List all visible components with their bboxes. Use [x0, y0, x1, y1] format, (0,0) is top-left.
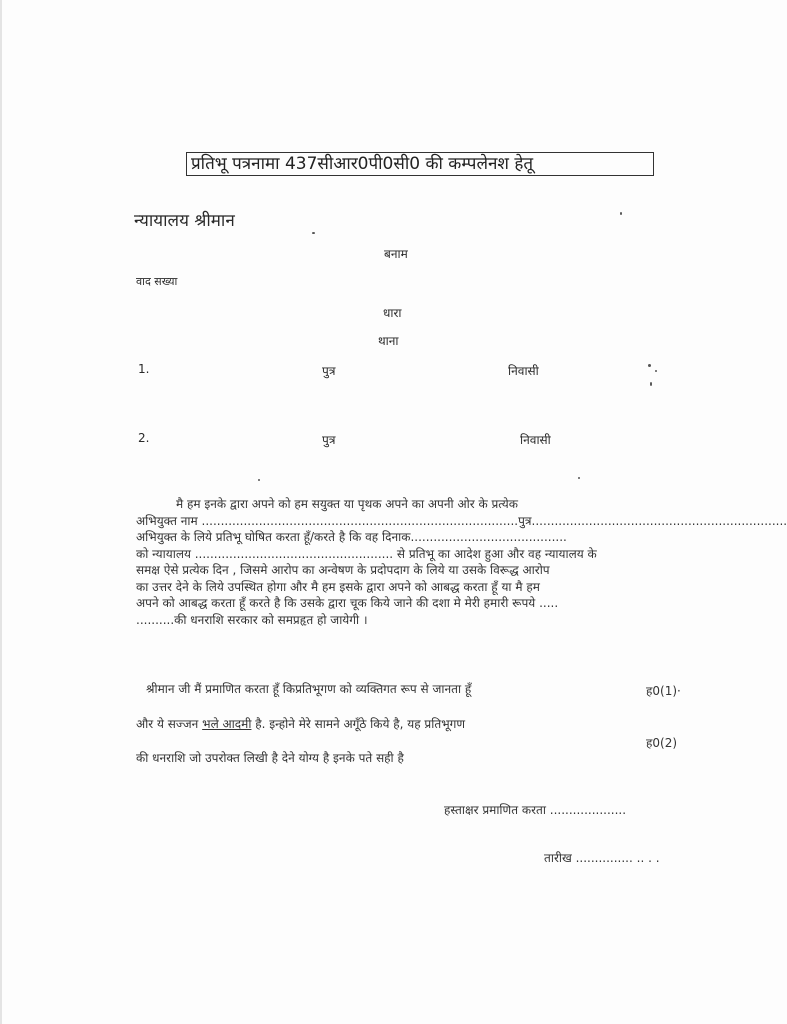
person-1-number: 1. — [138, 362, 150, 376]
certificate-line-2-end: है. इन्होने मेरे सामने अगूँठे किये है, यह प्रतिभूगण — [251, 717, 466, 731]
scan-speck — [650, 382, 652, 386]
police-station-label: थाना — [378, 334, 399, 348]
paragraph-line: का उत्तर देने के लिये उपस्थित होगा और मै हम इसके द्वारा अपने को आबद्ध करता हूँ या मै हम — [136, 579, 540, 594]
scan-speck — [620, 212, 622, 215]
person-1-son-of: पुत्र — [322, 364, 336, 378]
paragraph-line: अपने को आबद्ध करता हूँ करते है कि उसके द्वारा चूक किये जाने की दशा मे मेरी हमारी रूपये ..... — [136, 596, 559, 610]
certificate-line-3: की धनराशि जो उपरोक्त लिखी है देने योग्य है इनके पते सही है — [136, 751, 404, 765]
scan-speck — [312, 232, 315, 234]
document-title: प्रतिभू पत्रनामा 437सीआर0पी0सी0 की कम्पलेनश हेतू — [186, 152, 654, 176]
scan-speck — [648, 364, 651, 367]
paragraph-line: को न्यायालय .................................................... से प्रतिभू का आदेश हुआ और वह न्यायालय के — [136, 546, 597, 561]
date-line: तारीख ............... .. . . — [544, 851, 660, 865]
paragraph-line: अभियुक्त के लिये प्रतिभू घोषित करता हूँ/करते है कि वह दिनाक......................................... — [136, 530, 567, 544]
versus-label: बनाम — [384, 247, 408, 261]
scan-edge — [0, 0, 2, 1024]
scan-speck — [655, 370, 657, 372]
person-2-number: 2. — [138, 431, 150, 445]
paragraph-line: ..........की धनराशि सरकार को समप्रहृत हो जायेगी । — [136, 612, 368, 627]
person-2-son-of: पुत्र — [322, 433, 336, 447]
gentleman-text: भले आदमी — [202, 717, 252, 731]
person-2-resident: निवासी — [520, 433, 551, 447]
attest-signature-line: हस्ताक्षर प्रमाणित करता .................... — [444, 803, 627, 817]
certificate-line-2 — [136, 715, 465, 732]
signature-2-label: ह0(2) — [646, 736, 678, 750]
surety-paragraph — [136, 496, 787, 628]
paragraph-line: मै हम इनके द्वारा अपने को हम सयुक्त या पृथक अपने का अपनी ओर के प्रत्येक — [176, 497, 518, 511]
signature-1-label: ह0(1)· — [646, 684, 681, 698]
certificate-line-2-start: और ये सज्जन — [136, 717, 203, 731]
person-1-resident: निवासी — [508, 364, 539, 378]
scan-speck — [578, 477, 580, 479]
case-number-label: वाद सख्या — [136, 275, 178, 288]
paragraph-line: समक्ष ऐसे प्रत्येक दिन , जिसमे आरोप का अन्वेषण के प्रदोपदाग के लिये या उसके विरूद्ध आरोप — [136, 563, 550, 577]
paragraph-line: अभियुक्त नाम ...................................................................................पुत्र................................................................... — [136, 513, 787, 528]
court-heading: न्यायालय श्रीमान — [134, 211, 235, 231]
section-label: धारा — [383, 306, 402, 320]
scan-speck — [258, 479, 260, 481]
certificate-line-1: श्रीमान जी मैं प्रमाणित करता हूँ किप्रतिभूगण को व्यक्तिगत रूप से जानता हूँ — [146, 682, 472, 696]
